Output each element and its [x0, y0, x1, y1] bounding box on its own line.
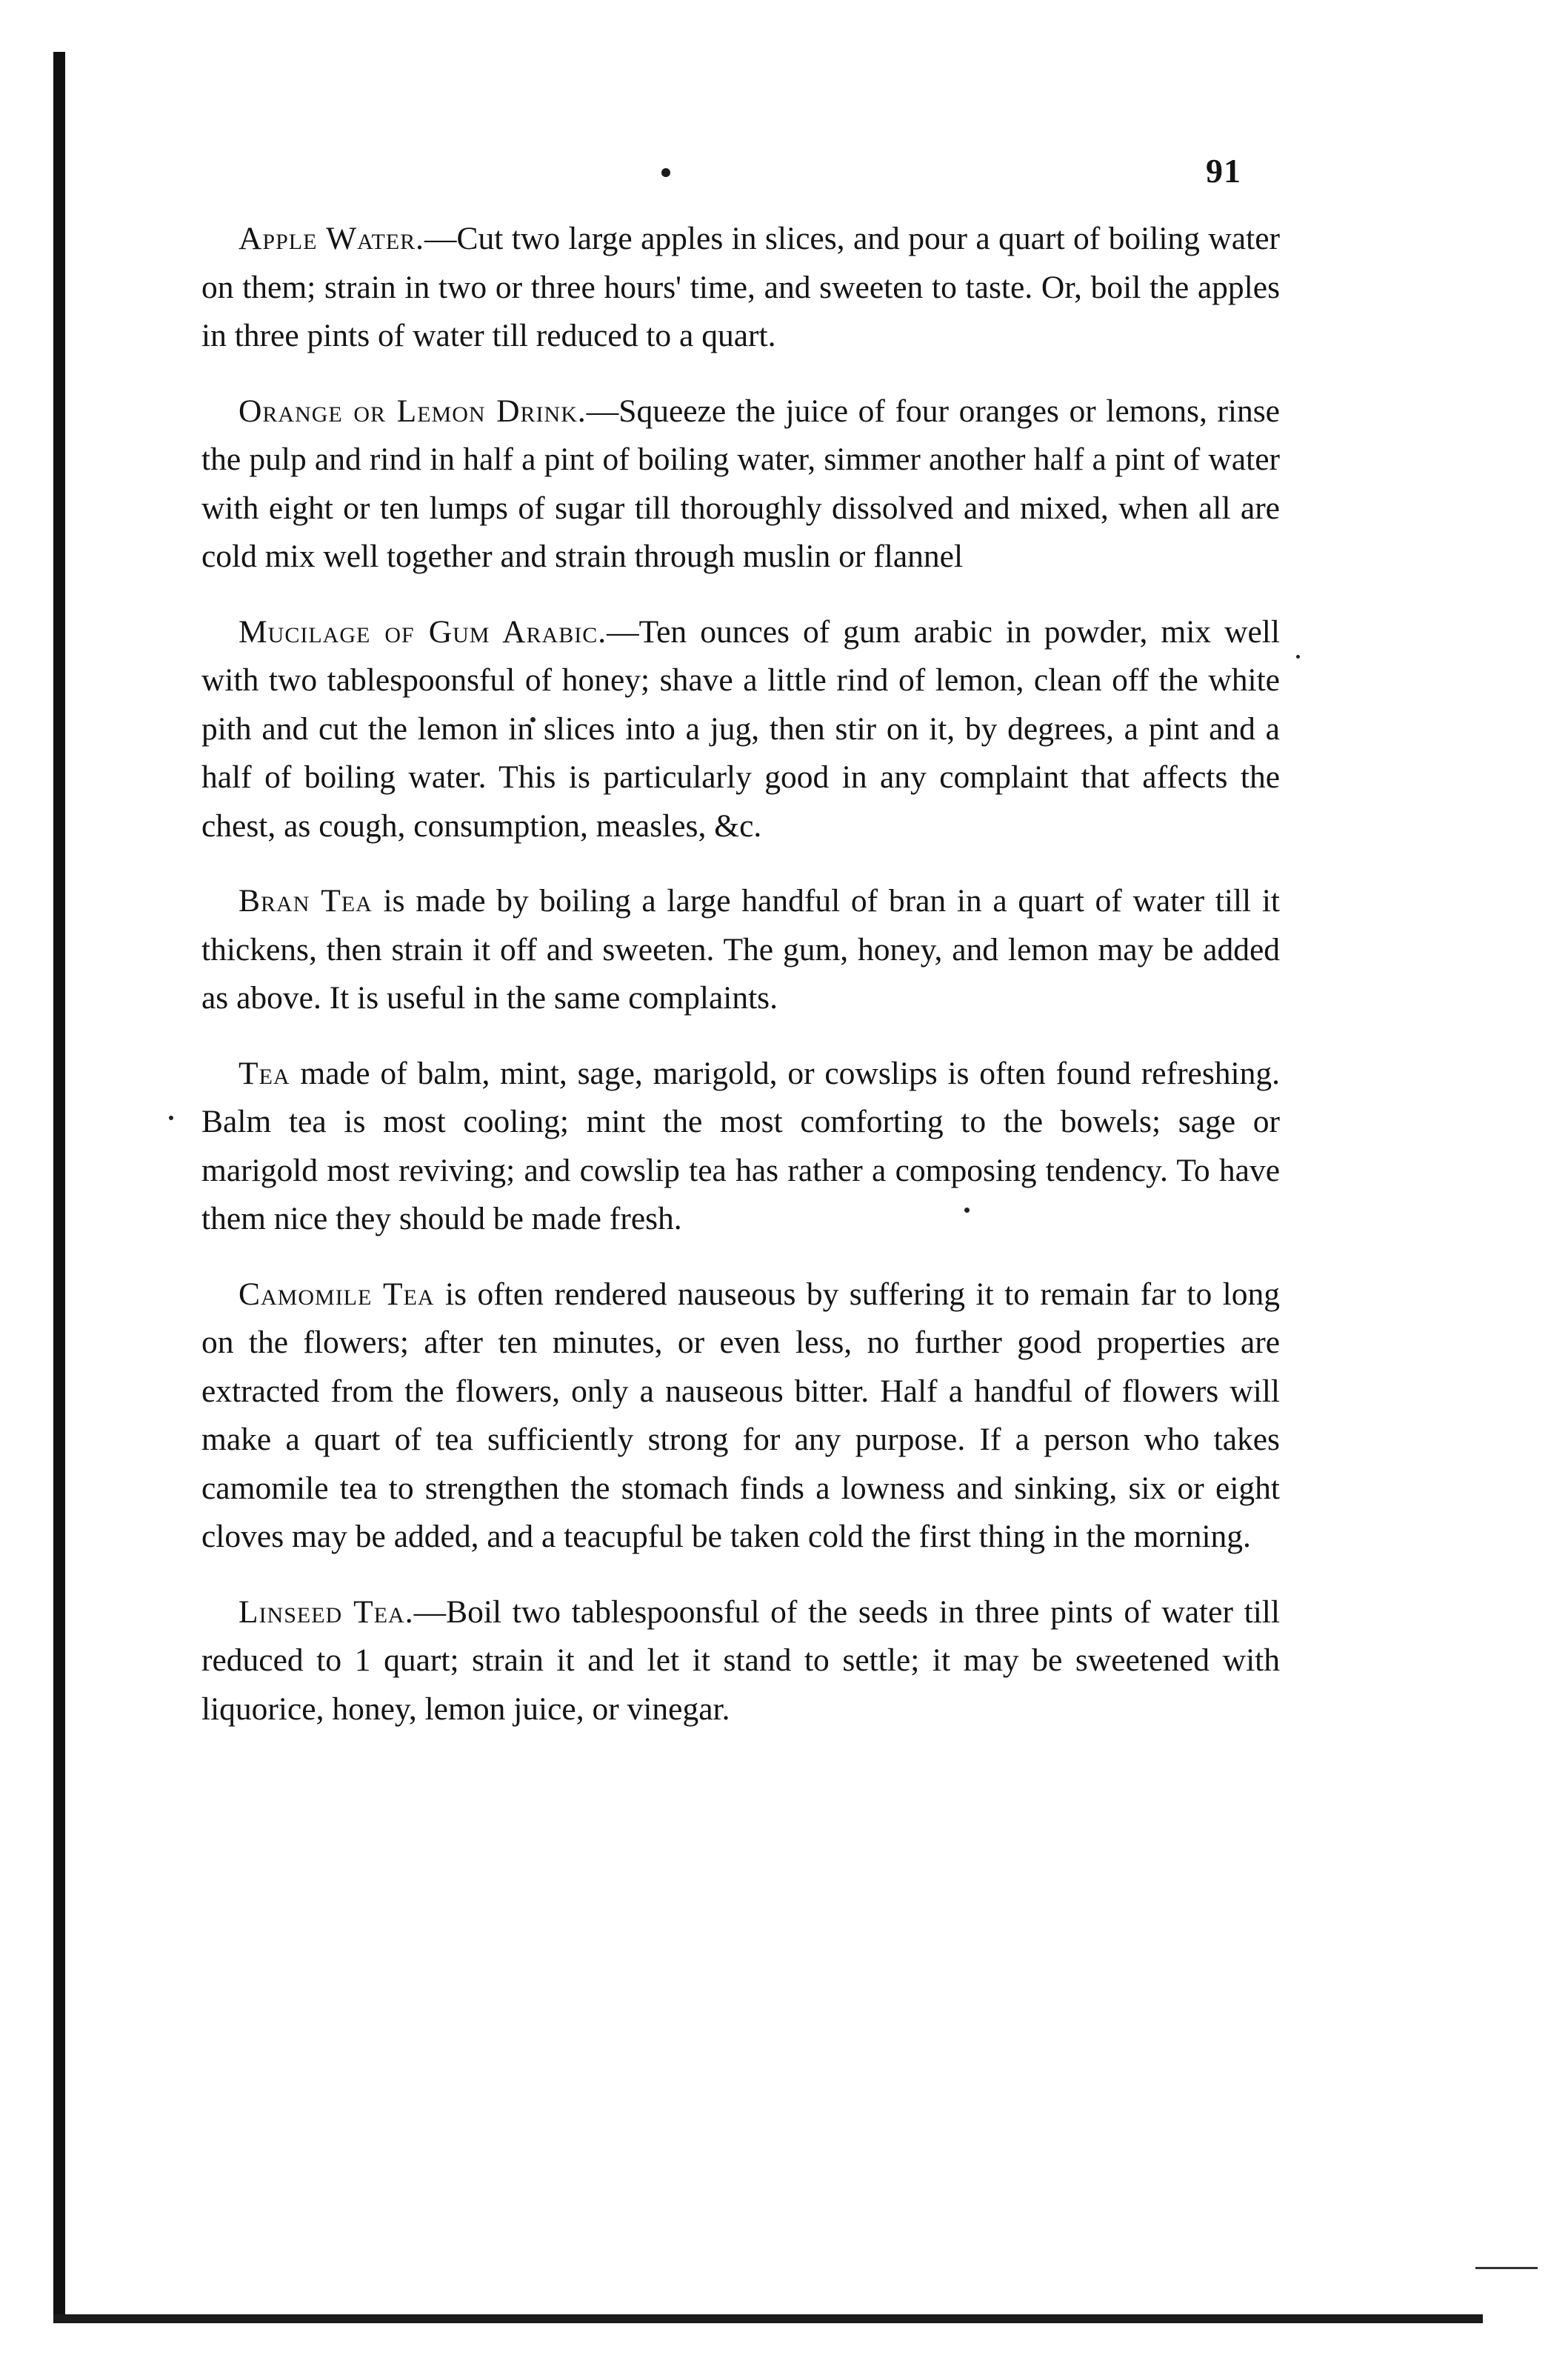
entry-mucilage-of-gum-arabic	[201, 608, 1280, 851]
margin-dash	[1475, 2267, 1538, 2269]
entry-title: Apple Water.	[238, 221, 425, 256]
scan-edge-left	[53, 52, 65, 2319]
entry-title: Mucilage of Gum Arabic.	[238, 613, 607, 650]
entry-text: made of balm, mint, sage, marigold, or cowslips is often found refreshing. Balm tea is most cooling; mint the most comforting to the bowels; sage or marigold most reviving; and cowslip tea has rather a composing tendency. To have them nice they should be made fresh.	[201, 1055, 1280, 1236]
entry-linseed-tea	[201, 1588, 1280, 1734]
entry-text: —Cut two large apples in slices, and pour a quart of boiling water on them; strain in two or three hours' time, and sweeten to taste. Or, boil the apples in three pints of water till reduced to a quart.	[201, 221, 1280, 353]
page-number: 91	[1206, 152, 1241, 190]
page-body	[201, 215, 1280, 1760]
entry-title: Camomile Tea	[238, 1276, 435, 1312]
header-dot	[661, 168, 670, 177]
entry-apple-water	[201, 215, 1280, 361]
speck	[1296, 655, 1300, 659]
entry-bran-tea	[201, 877, 1280, 1023]
entry-title: Orange or Lemon Drink.	[238, 393, 587, 429]
entry-text: —Boil two tablespoonsful of the seeds in three pints of water till reduced to 1 quart; strain it and let it stand to settle; it may be sweetened with liquorice, honey, lemon juice, or vinegar.	[201, 1594, 1280, 1727]
entry-text: is made by boiling a large handful of bran in a quart of water till it thickens, then strain it off and sweeten. The gum, honey, and lemon may be added as above. It is useful in the same complaints.	[201, 883, 1280, 1016]
entry-title: Bran Tea	[238, 883, 373, 919]
entry-herb-tea	[201, 1050, 1280, 1244]
entry-text: —Squeeze the juice of four oranges or lemons, rinse the pulp and rind in half a pint of boiling water, simmer another half a pint of water with eight or ten lumps of sugar till thoroughly dissolved and mixed, when all are cold mix well together and strain through muslin or flannel	[201, 393, 1280, 574]
scan-edge-bottom	[53, 2314, 1483, 2323]
entry-text: is often rendered nauseous by suffering it to remain far to long on the flowers; after ten minutes, or even less, no further good properties are extracted from the flowers, only a nauseous bitter. Half a handful of flowers will make a quart of tea sufficiently strong for any purpose. If a person who takes camomile tea to strengthen the stomach finds a lowness and sinking, six or eight cloves may be added, and a teacupful be taken cold the first thing in the morning.	[201, 1276, 1280, 1554]
entry-title: Linseed Tea.	[238, 1594, 414, 1630]
entry-camomile-tea	[201, 1271, 1280, 1562]
entry-title: Tea	[238, 1055, 290, 1091]
entry-text: —Ten ounces of gum arabic in powder, mix well with two tablespoonsful of honey; shave a little rind of lemon, clean off the white pith and cut the lemon in slices into a jug, then stir on it, by degrees, a pint and a half of boiling water. This is particularly good in any complaint that affects the chest, as cough, consumption, measles, &c.	[201, 613, 1280, 844]
entry-orange-or-lemon-drink	[201, 387, 1280, 582]
speck	[169, 1116, 173, 1120]
